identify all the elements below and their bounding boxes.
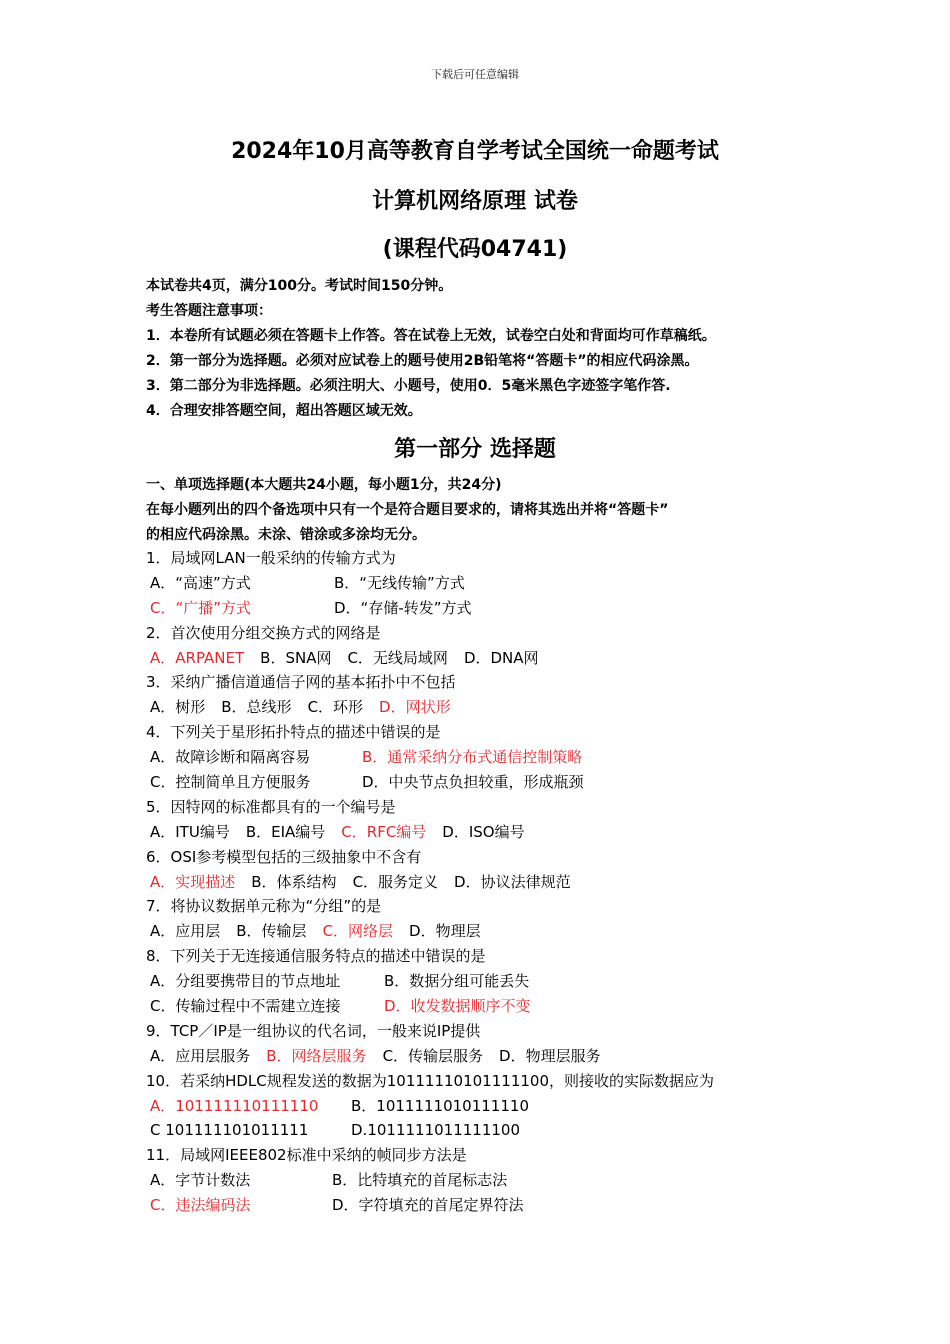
- options-row: [146, 1168, 866, 1193]
- answer-option: D．物理层: [409, 922, 481, 941]
- question-stem: 4．下列关于星形拓扑特点的描述中错误的是: [146, 723, 441, 742]
- options-row: [146, 596, 866, 621]
- answer-option: D.1011111011111100: [351, 1121, 521, 1140]
- answer-option: D．DNA网: [463, 648, 539, 667]
- answer-option: C．传输层服务: [382, 1046, 484, 1065]
- options-row: [146, 969, 866, 994]
- answer-option: A．实现描述: [150, 872, 236, 891]
- instruction-line: 本试卷共4页，满分100分。考试时间150分钟。: [146, 278, 453, 294]
- options-row: [146, 745, 866, 770]
- answer-option: C．环形: [307, 698, 364, 717]
- answer-option: D．协议法律规范: [454, 872, 571, 891]
- question-stem: 11．局域网IEEE802标准中采纳的帧同步方法是: [146, 1146, 467, 1165]
- answer-option: B．体系结构: [251, 872, 337, 891]
- question-stem: 9．TCP／IP是一组协议的代名词，一般来说IP提供: [146, 1021, 481, 1040]
- options-row: [146, 1118, 866, 1143]
- answer-option: D．字符填充的首尾定界符法: [332, 1196, 524, 1215]
- question-stem: 7．将协议数据单元称为“分组”的是: [146, 897, 382, 916]
- answer-option: C．服务定义: [352, 872, 439, 891]
- question-stem: 1．局域网LAN一般采纳的传输方式为: [146, 549, 396, 567]
- instruction-line: 3．第二部分为非选择题。必须注明大、小题号，使用0．5毫米黑色字迹签字笔作答.: [146, 378, 671, 394]
- question-stem: 10．若采纳HDLC规程发送的数据为10111110101111100，则接收的实际数据应为: [146, 1071, 714, 1090]
- answer-option: A．分组要携带目的节点地址: [150, 972, 341, 991]
- answer-option: B．EIA编号: [245, 822, 326, 841]
- answer-option: A．101111110111110: [150, 1096, 319, 1115]
- course-code: (课程代码04741): [382, 237, 568, 262]
- question-stem: 6．OSI参考模型包括的三级抽象中不含有: [146, 847, 422, 866]
- answer-option: D．“存储-转发”方式: [334, 598, 472, 617]
- instruction-line: 2．第一部分为选择题。必须对应试卷上的题号使用2B铅笔将“答题卡”的相应代码涂黑。: [146, 353, 699, 369]
- options-row: [146, 1094, 866, 1119]
- answer-option: B．数据分组可能丢失: [384, 972, 530, 991]
- options-row: [146, 994, 866, 1019]
- instruction-line: 考生答题注意事项：: [146, 303, 272, 319]
- answer-option: A．应用层服务: [150, 1046, 251, 1065]
- answer-option: C．传输过程中不需建立连接: [150, 997, 341, 1016]
- answer-option: C．网络层: [322, 922, 394, 941]
- answer-option: C．“广播”方式: [150, 598, 252, 617]
- answer-option: C．控制简单且方便服务: [150, 773, 311, 792]
- answer-option: B．通常采纳分布式通信控制策略: [362, 748, 583, 767]
- options-row: [146, 820, 866, 845]
- answer-option: A．ITU编号: [150, 822, 230, 841]
- part-title: 第一部分 选择题: [394, 437, 556, 462]
- section-desc: 的相应代码涂黑。未涂、错涂或多涂均无分。: [146, 527, 426, 543]
- answer-option: B．网络层服务: [266, 1046, 367, 1065]
- answer-option: A．故障诊断和隔离容易: [150, 748, 311, 767]
- answer-option: A．ARPANET: [150, 648, 245, 667]
- question-stem: 8．下列关于无连接通信服务特点的描述中错误的是: [146, 947, 486, 966]
- options-row: [146, 870, 866, 895]
- instruction-line: 1．本卷所有试题必须在答题卡上作答。答在试卷上无效，试卷空白处和背面均可作草稿纸。: [146, 328, 716, 344]
- options-row: [146, 770, 866, 795]
- instruction-line: 4．合理安排答题空间，超出答题区域无效。: [146, 403, 422, 419]
- options-row: [146, 1193, 866, 1218]
- question-stem: 3．采纳广播信道通信子网的基本拓扑中不包括: [146, 673, 456, 692]
- answer-option: B．1011111010111110: [351, 1096, 529, 1115]
- section-header: [146, 473, 846, 548]
- answer-option: B．传输层: [236, 922, 307, 941]
- question-list: [146, 546, 866, 1218]
- answer-option: D．物理层服务: [499, 1046, 601, 1065]
- exam-subject: 计算机网络原理 试卷: [372, 189, 578, 214]
- answer-option: C 101111101011111: [150, 1121, 309, 1140]
- answer-option: D．ISO编号: [442, 822, 525, 841]
- options-row: [146, 695, 866, 720]
- options-row: [146, 571, 866, 596]
- answer-option: D．收发数据顺序不变: [384, 997, 531, 1016]
- answer-option: C．RFC编号: [341, 822, 427, 841]
- answer-option: A．“高速”方式: [150, 573, 251, 592]
- options-row: [146, 646, 866, 671]
- options-row: [146, 1044, 866, 1069]
- section-desc: 在每小题列出的四个备选项中只有一个是符合题目要求的，请将其选出并将“答题卡”: [146, 502, 669, 518]
- answer-option: B．比特填充的首尾标志法: [332, 1171, 508, 1190]
- question-stem: 5．因特网的标准都具有的一个编号是: [146, 797, 396, 816]
- answer-option: B．总线形: [221, 698, 292, 717]
- answer-option: C．无线局域网: [347, 648, 448, 667]
- answer-option: B．SNA网: [260, 648, 332, 667]
- answer-option: A．字节计数法: [150, 1171, 251, 1190]
- section-heading: 一、单项选择题(本大题共24小题，每小题1分，共24分): [146, 477, 502, 493]
- question-stem: 2．首次使用分组交换方式的网络是: [146, 623, 381, 642]
- answer-option: D．网状形: [379, 698, 451, 717]
- options-row: [146, 919, 866, 944]
- answer-option: D．中央节点负担较重，形成瓶颈: [362, 773, 584, 792]
- answer-option: C．违法编码法: [150, 1196, 251, 1215]
- header-note: 下载后可任意编辑: [431, 68, 519, 81]
- answer-option: B．“无线传输”方式: [334, 573, 465, 592]
- exam-title: 2024年10月高等教育自学考试全国统一命题考试: [231, 139, 719, 164]
- answer-option: A．应用层: [150, 922, 221, 941]
- exam-instructions: [146, 274, 846, 424]
- answer-option: A．树形: [150, 698, 206, 717]
